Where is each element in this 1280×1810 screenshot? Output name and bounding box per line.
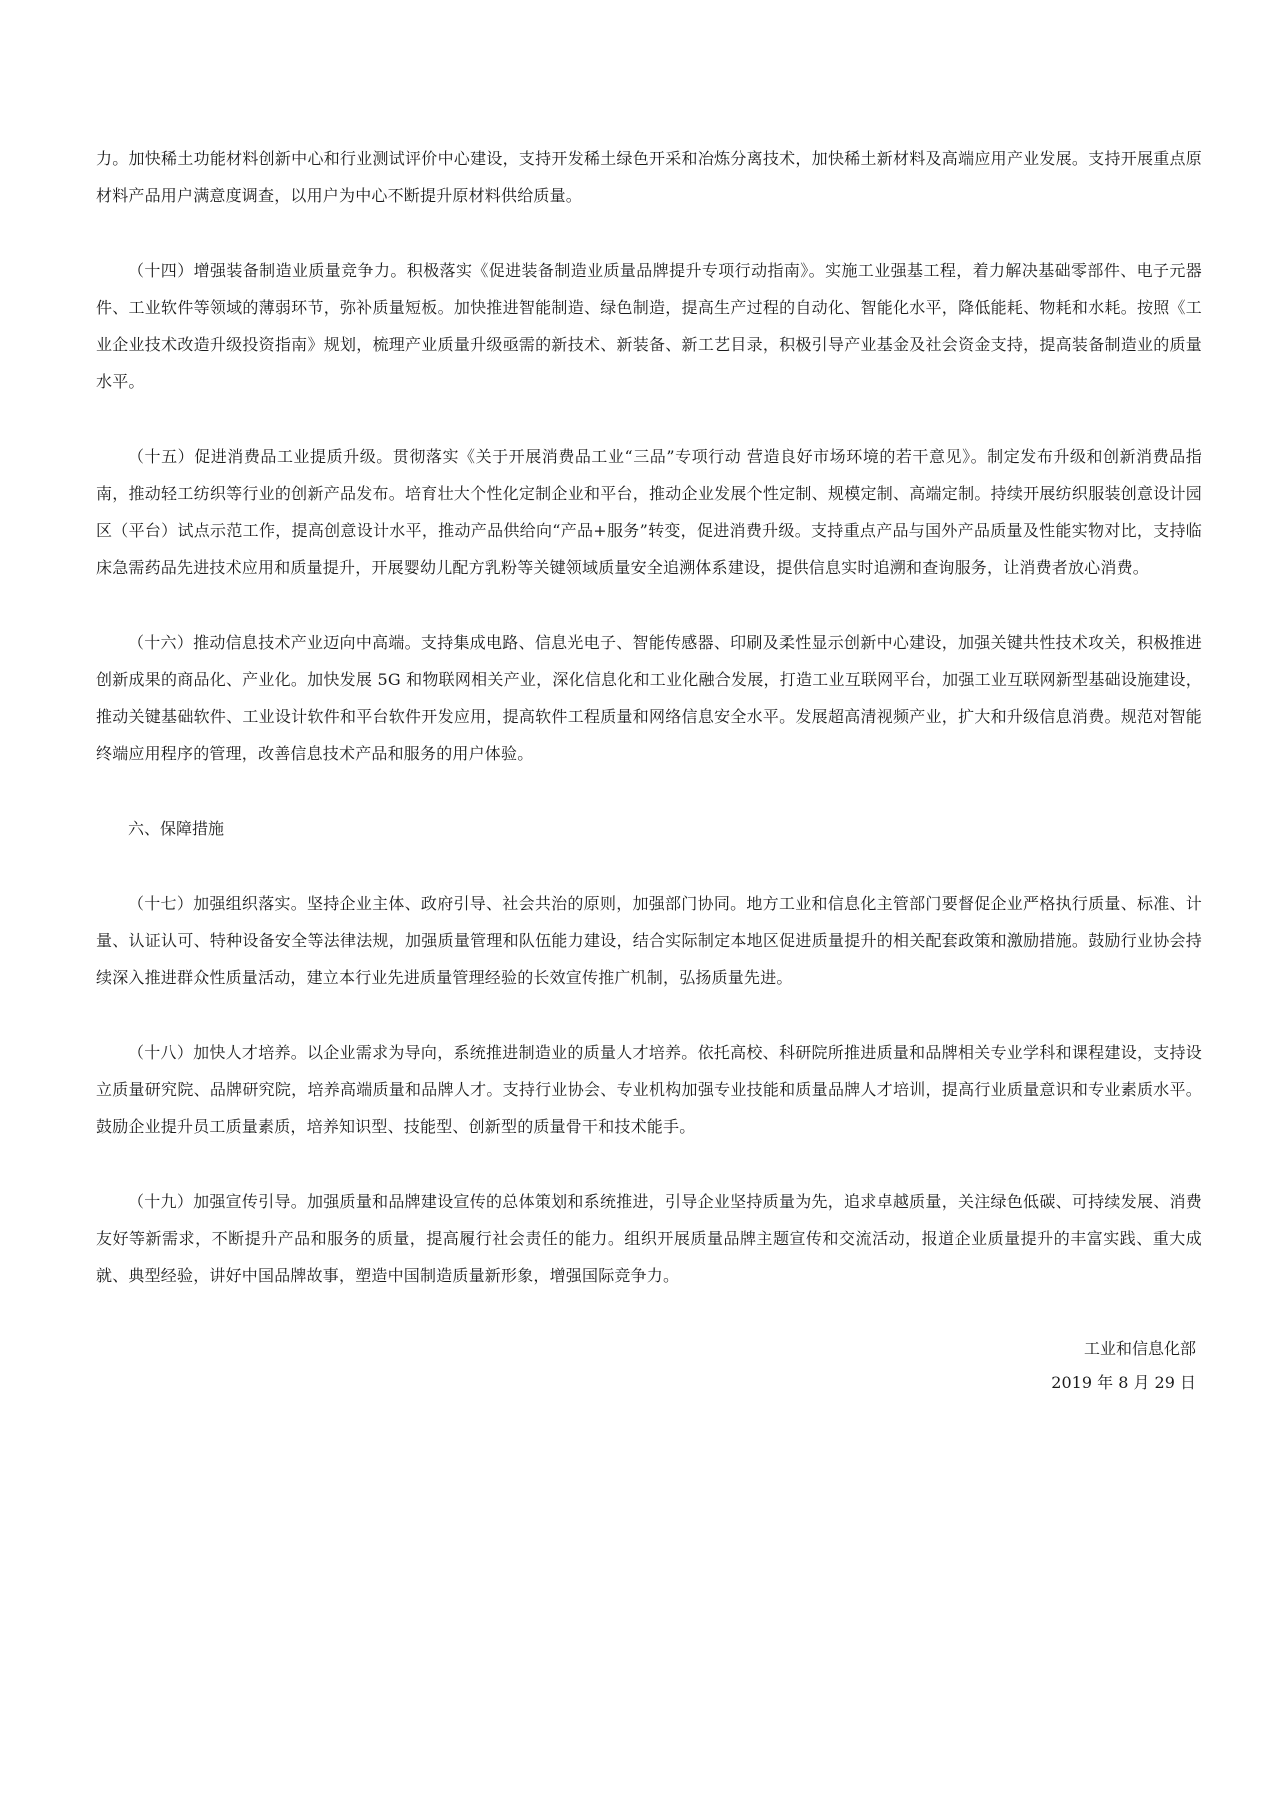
paragraph-item-19: （十九）加强宣传引导。加强质量和品牌建设宣传的总体策划和系统推进，引导企业坚持质量为先，追求卓越质量，关注绿色低碳、可持续发展、消费友好等新需求，不断提升产品和服务的质量，提高履行社会责任的能力。组织开展质量品牌主题宣传和交流活动，报道企业质量提升的丰富实践、重大成就、典型经验，讲好中国品牌故事，塑造中国制造质量新形象，增强国际竞争力。 [96,1192,1202,1285]
paragraph-gap [96,400,1202,438]
paragraph-item-15: （十五）促进消费品工业提质升级。贯彻落实《关于开展消费品工业“三品”专项行动 营造良好市场环境的若干意见》。制定发布升级和创新消费品指南，推动轻工纺织等行业的创新产品发布。培育壮大个性化定制企业和平台，推动企业发展个性定制、规模定制、高端定制。持续开展纺织服装创意设计园区（平台）试点示范工作，提高创意设计水平，推动产品供给向“产品+服务”转变，促进消费升级。支持重点产品与国外产品质量及性能实物对比，支持临床急需药品先进技术应用和质量提升，开展婴幼儿配方乳粉等关键领域质量安全追溯体系建设，提供信息实时追溯和查询服务，让消费者放心消费。 [96,447,1202,577]
paragraph-continuation: 力。加快稀土功能材料创新中心和行业测试评价中心建设，支持开发稀土绿色开采和冶炼分离技术，加快稀土新材料及高端应用产业发展。支持开展重点原材料产品用户满意度调查，以用户为中心不断提升原材料供给质量。 [96,149,1202,205]
paragraph-gap [96,1294,1202,1332]
paragraph-item-16: （十六）推动信息技术产业迈向中高端。支持集成电路、信息光电子、智能传感器、印刷及柔性显示创新中心建设，加强关键共性技术攻关，积极推进创新成果的商品化、产业化。加快发展 5G 和物联网相关产业，深化信息化和工业化融合发展，打造工业互联网平台，加强工业互联网新型基础设施建设，推动关键基础软件、工业设计软件和平台软件开发应用，提高软件工程质量和网络信息安全水平。发展超高清视频产业，扩大和升级信息消费。规范对智能终端应用程序的管理，改善信息技术产品和服务的用户体验。 [96,633,1202,763]
signature-issuer: 工业和信息化部 [1083,1339,1196,1358]
paragraph-item-14: （十四）增强装备制造业质量竞争力。积极落实《促进装备制造业质量品牌提升专项行动指南》。实施工业强基工程，着力解决基础零部件、电子元器件、工业软件等领域的薄弱环节，弥补质量短板。加快推进智能制造、绿色制造，提高生产过程的自动化、智能化水平，降低能耗、物耗和水耗。按照《工业企业技术改造升级投资指南》规划，梳理产业质量升级亟需的新技术、新装备、新工艺目录，积极引导产业基金及社会资金支持，提高装备制造业的质量水平。 [96,261,1202,391]
paragraph-gap [96,772,1202,810]
section-heading: 六、保障措施 [128,819,225,838]
paragraph-gap [96,586,1202,624]
paragraph-gap [96,996,1202,1034]
paragraph-gap [96,847,1202,885]
paragraph-gap [96,214,1202,252]
document-page [96,140,1202,1400]
paragraph-item-18: （十八）加快人才培养。以企业需求为导向，系统推进制造业的质量人才培养。依托高校、科研院所推进质量和品牌相关专业学科和课程建设，支持设立质量研究院、品牌研究院，培养高端质量和品牌人才。支持行业协会、专业机构加强专业技能和质量品牌人才培训，提高行业质量意识和专业素质水平。鼓励企业提升员工质量素质，培养知识型、技能型、创新型的质量骨干和技术能手。 [96,1043,1202,1136]
paragraph-item-17: （十七）加强组织落实。坚持企业主体、政府引导、社会共治的原则，加强部门协同。地方工业和信息化主管部门要督促企业严格执行质量、标准、计量、认证认可、特种设备安全等法律法规，加强质量管理和队伍能力建设，结合实际制定本地区促进质量提升的相关配套政策和激励措施。鼓励行业协会持续深入推进群众性质量活动，建立本行业先进质量管理经验的长效宣传推广机制，弘扬质量先进。 [96,894,1202,987]
paragraph-gap [96,1145,1202,1183]
signature-date: 2019 年 8 月 29 日 [1051,1373,1196,1392]
